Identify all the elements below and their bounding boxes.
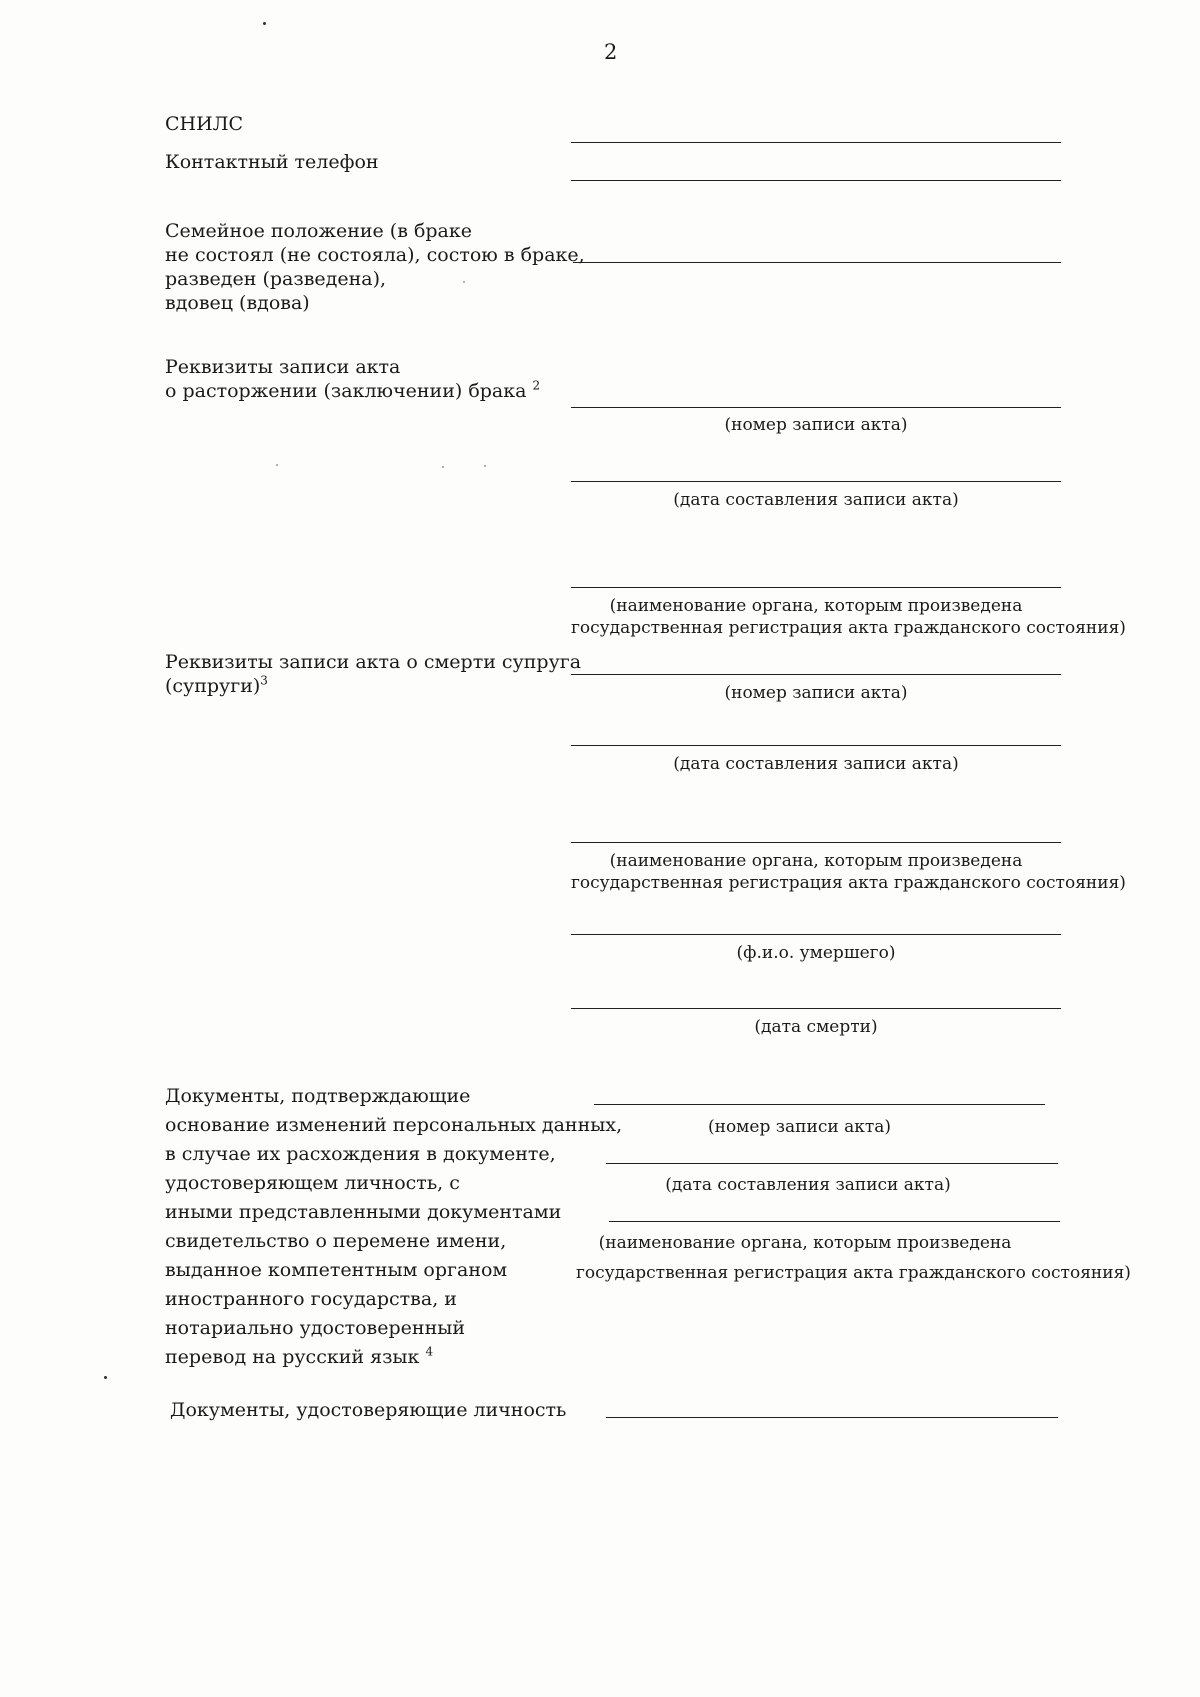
- scan-speck: [276, 464, 278, 466]
- marriage-record-number-line[interactable]: [571, 407, 1061, 408]
- death-record-label-line2: [165, 674, 268, 699]
- identity-docs-input-line[interactable]: [606, 1417, 1058, 1418]
- death-record-authority-line[interactable]: [571, 842, 1061, 843]
- marriage-record-number-caption: (номер записи акта): [724, 415, 908, 435]
- marital-status-line: разведен (разведена),: [165, 268, 387, 290]
- death-record-authority-caption-1: (наименование органа, которым произведена: [609, 851, 1023, 871]
- documents-change-line: нотариально удостоверенный: [165, 1317, 466, 1339]
- death-record-date-line[interactable]: [571, 745, 1061, 746]
- marriage-record-authority-caption-1: (наименование органа, которым произведена: [609, 596, 1023, 616]
- documents-change-line: Документы, подтверждающие: [165, 1085, 471, 1107]
- documents-change-last-text: перевод на русский язык: [165, 1346, 420, 1368]
- phone-label: Контактный телефон: [165, 151, 379, 173]
- scan-speck: [263, 22, 266, 25]
- footnote-ref-2: 2: [532, 378, 541, 393]
- death-record-label-text: (супруги): [165, 675, 261, 697]
- marriage-record-label-line2: [165, 379, 540, 404]
- phone-input-line[interactable]: [571, 180, 1061, 181]
- scan-speck: [463, 281, 465, 283]
- documents-change-number-caption: (номер записи акта): [707, 1117, 892, 1137]
- documents-change-authority-line[interactable]: [609, 1221, 1060, 1222]
- death-date-line[interactable]: [571, 1008, 1061, 1009]
- identity-docs-label: Документы, удостоверяющие личность: [170, 1399, 567, 1421]
- documents-change-line: в случае их расхождения в документе,: [165, 1143, 556, 1165]
- documents-change-authority-caption-2: государственная регистрация акта гражданского состояния): [576, 1263, 1131, 1283]
- death-record-date-caption: (дата составления записи акта): [673, 754, 959, 774]
- snils-input-line[interactable]: [571, 142, 1061, 143]
- documents-change-line: иностранного государства, и: [165, 1288, 457, 1310]
- death-date-caption: (дата смерти): [754, 1017, 878, 1037]
- documents-change-date-caption: (дата составления записи акта): [665, 1175, 951, 1195]
- documents-change-line: свидетельство о перемене имени,: [165, 1230, 507, 1252]
- deceased-name-line[interactable]: [571, 934, 1061, 935]
- documents-change-date-line[interactable]: [606, 1163, 1058, 1164]
- footnote-ref-3: 3: [260, 673, 268, 688]
- marriage-record-authority-line[interactable]: [571, 587, 1061, 588]
- scan-speck: [442, 466, 444, 468]
- documents-change-authority-caption-1: (наименование органа, которым произведена: [598, 1233, 1012, 1253]
- footnote-ref-4: 4: [425, 1344, 434, 1359]
- death-record-number-line[interactable]: [571, 674, 1061, 675]
- marital-status-input-line[interactable]: [573, 262, 1061, 263]
- documents-change-line: выданное компетентным органом: [165, 1259, 508, 1281]
- scan-speck: [104, 1376, 107, 1379]
- death-record-authority-caption-2: государственная регистрация акта гражданского состояния): [571, 873, 1126, 893]
- marital-status-line: вдовец (вдова): [165, 292, 310, 314]
- marriage-record-date-line[interactable]: [571, 481, 1061, 482]
- marital-status-line: Семейное положение (в браке: [165, 220, 472, 242]
- documents-change-line-last: [165, 1342, 433, 1374]
- deceased-name-caption: (ф.и.о. умершего): [736, 943, 896, 963]
- documents-change-number-line[interactable]: [594, 1104, 1045, 1105]
- marriage-record-authority-caption-2: государственная регистрация акта гражданского состояния): [571, 618, 1126, 638]
- marital-status-line: не состоял (не состояла), состою в браке,: [165, 244, 585, 266]
- marriage-record-date-caption: (дата составления записи акта): [673, 490, 959, 510]
- page-number: 2: [604, 40, 618, 64]
- snils-label: СНИЛС: [165, 113, 244, 135]
- documents-change-line: иными представленными документами: [165, 1201, 562, 1223]
- marriage-record-label-line1: Реквизиты записи акта: [165, 356, 401, 378]
- death-record-label-line1: Реквизиты записи акта о смерти супруга: [165, 651, 582, 673]
- scan-speck: [484, 465, 486, 467]
- marriage-record-label-text: о расторжении (заключении) брака: [165, 380, 527, 402]
- documents-change-line: основание изменений персональных данных,: [165, 1114, 623, 1136]
- documents-change-line: удостоверяющем личность, с: [165, 1172, 460, 1194]
- death-record-number-caption: (номер записи акта): [724, 683, 908, 703]
